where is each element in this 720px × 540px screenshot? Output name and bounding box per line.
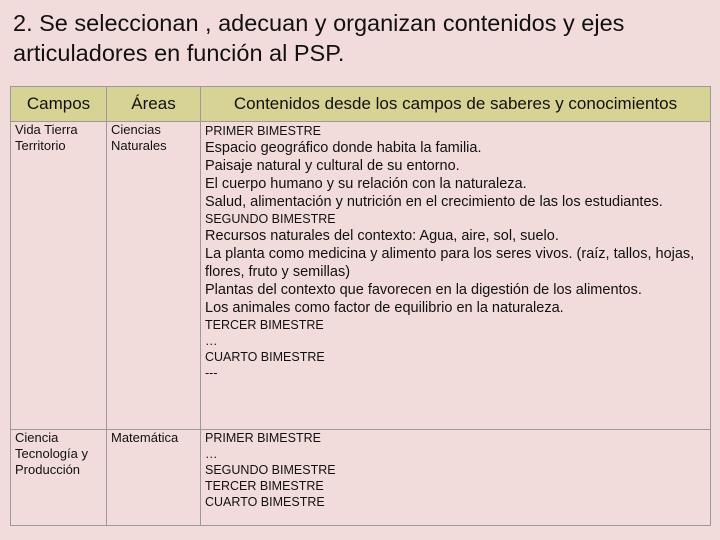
campo-line: Producción <box>15 462 81 477</box>
contents-table <box>10 86 711 526</box>
header-areas: Áreas <box>107 87 201 122</box>
content-item: Salud, alimentación y nutrición en el crecimiento de las los estudiantes. <box>205 194 663 210</box>
campo-line: Tecnología y <box>15 446 88 461</box>
header-contenidos: Contenidos desde los campos de saberes y conocimientos <box>201 87 711 122</box>
ellipsis-placeholder: … <box>205 334 218 348</box>
content-item: Los animales como factor de equilibrio en la naturaleza. <box>205 300 564 316</box>
campo-cell <box>11 430 107 526</box>
content-item: Espacio geográfico donde habita la familia. <box>205 140 482 156</box>
bimestre-label: TERCER BIMESTRE <box>205 318 324 332</box>
area-cell <box>107 122 201 430</box>
bimestre-label: SEGUNDO BIMESTRE <box>205 463 336 477</box>
area-line: Ciencias <box>111 122 161 137</box>
area-line: Naturales <box>111 138 167 153</box>
content-item: El cuerpo humano y su relación con la naturaleza. <box>205 176 527 192</box>
campo-line: Ciencia <box>15 430 59 445</box>
campo-cell <box>11 122 107 430</box>
content-item: Recursos naturales del contexto: Agua, aire, sol, suelo. <box>205 228 559 244</box>
bimestre-label: PRIMER BIMESTRE <box>205 124 321 138</box>
bimestre-label: SEGUNDO BIMESTRE <box>205 212 336 226</box>
table-row <box>11 122 711 430</box>
contenidos-cell <box>201 122 711 430</box>
bimestre-label: PRIMER BIMESTRE <box>205 431 321 445</box>
slide-title: 2. Se seleccionan , adecuan y organizan contenidos y ejes articuladores en función al PSP. <box>13 10 625 66</box>
area-cell <box>107 430 201 526</box>
header-campos: Campos <box>11 87 107 122</box>
bimestre-label: TERCER BIMESTRE <box>205 479 324 493</box>
bimestre-label: CUARTO BIMESTRE <box>205 495 325 509</box>
contenidos-cell <box>201 430 711 526</box>
dash-placeholder: --- <box>205 366 218 380</box>
campo-line: Vida Tierra <box>15 122 78 137</box>
bimestre-label: CUARTO BIMESTRE <box>205 350 325 364</box>
area-line: Matemática <box>111 430 179 445</box>
campo-line: Territorio <box>15 138 66 153</box>
table-row <box>11 430 711 526</box>
table-header-row <box>11 87 711 122</box>
ellipsis-placeholder: … <box>205 447 218 461</box>
content-item: La planta como medicina y alimento para los seres vivos. (raíz, tallos, hojas, flores, fruto y semillas) <box>205 246 695 280</box>
content-item: Plantas del contexto que favorecen en la digestión de los alimentos. <box>205 282 642 298</box>
content-item: Paisaje natural y cultural de su entorno. <box>205 158 460 174</box>
